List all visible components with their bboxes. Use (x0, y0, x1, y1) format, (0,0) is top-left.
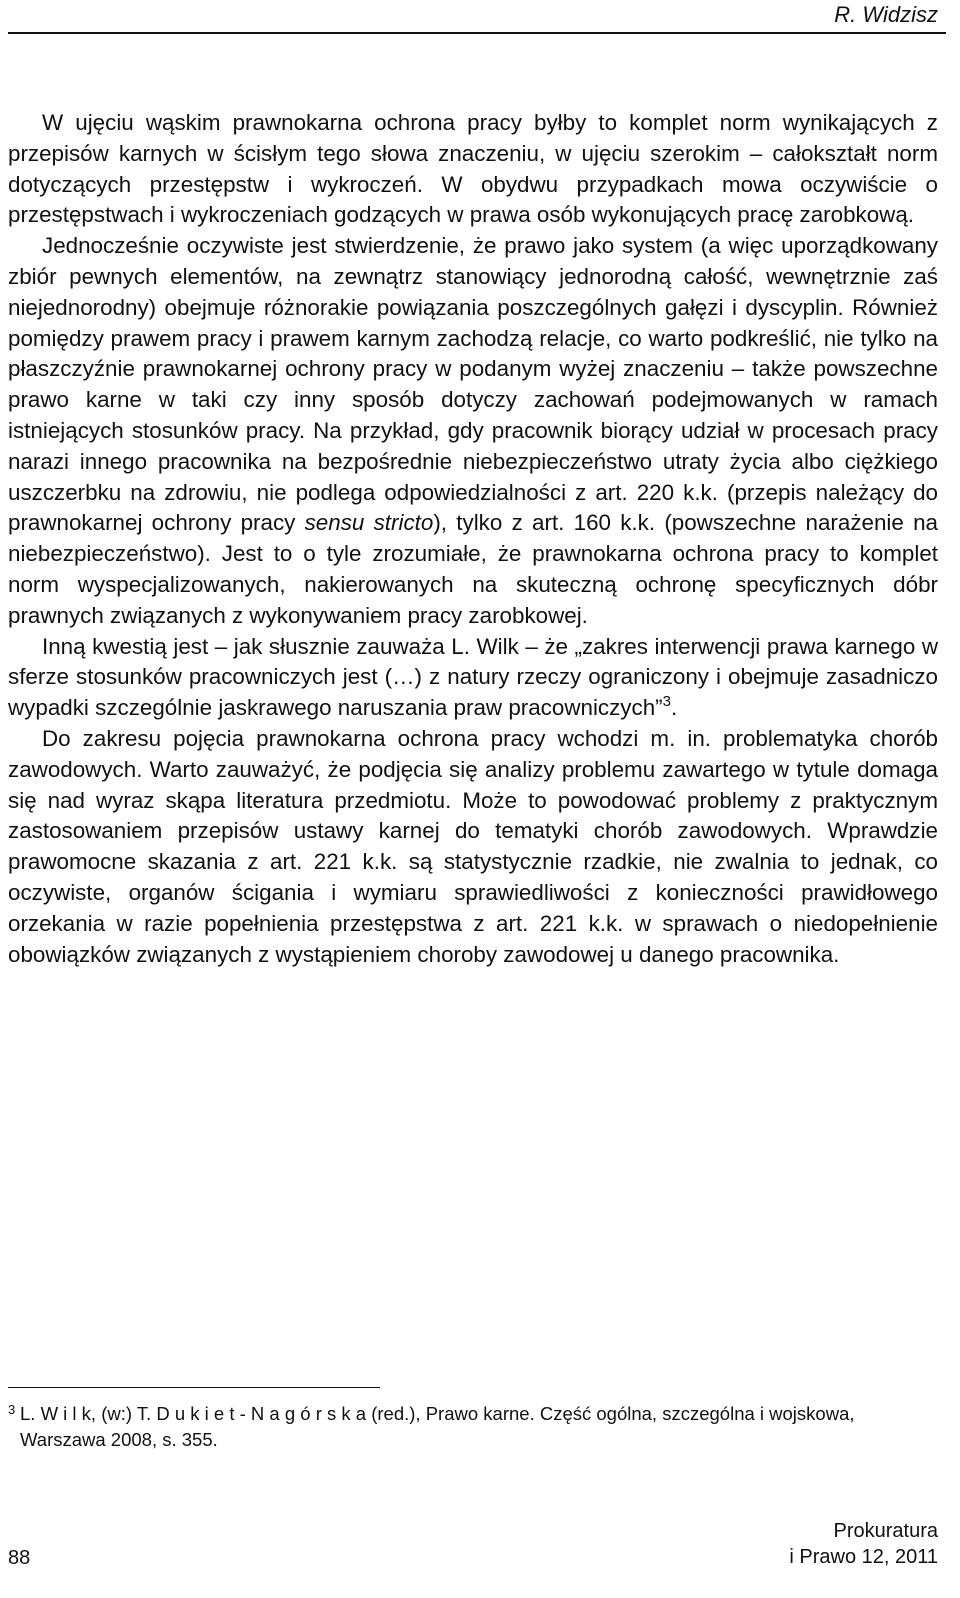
footnote-mark: 3 (8, 1402, 16, 1417)
text-run: Inną kwestią jest – jak słusznie zauważa L. Wilk – że „zakres interwencji prawa karnego w sferze stosunków pracowniczych jest (…) z natury rzeczy ograniczony i obejmuje zasadniczo wypadki szczególnie jaskrawego naruszania praw pracowniczych” (8, 633, 938, 721)
journal-info (789, 1518, 938, 1570)
text-run: ), tylko z art. 160 k.k. (powszechne narażenie na niebezpieczeństwo). Jest to o tyle zrozumiałe, że prawnokarna ochrona pracy to komplet norm wyspecjalizowanych, nakierowanych na skuteczną ochronę specyficznych dóbr prawnych związanych z wykonywaniem pracy zarobkowej. (8, 510, 939, 628)
journal-issue: i Prawo 12, 2011 (789, 1546, 938, 1568)
text-run: W ujęciu wąskim prawnokarna ochrona pracy byłby to komplet norm wynikających z przepisów karnych w ścisłym tego słowa znaczeniu, w ujęciu szerokim – całokształt norm dotyczących przestępstw i wykroczeń. W obydwu przypadkach mowa oczywiście o przestępstwach i wykroczeniach godzących w prawa osób wykonujących pracę zarobkową. (8, 110, 938, 228)
journal-name: Prokuratura (833, 1520, 938, 1542)
footnote-text: L. W i l k, (w:) T. D u k i e t - N a g ó r s k a (red.), Prawo karne. Część ogólna, szczególna i wojskowa, Warszawa 2008, s. 355. (20, 1403, 855, 1450)
body-paragraph (8, 231, 938, 631)
body-text (8, 108, 938, 970)
body-paragraph (8, 632, 938, 724)
running-header-author: R. Widzisz (834, 2, 938, 27)
header-rule (8, 32, 946, 34)
text-run: Do zakresu pojęcia prawnokarna ochrona pracy wchodzi m. in. problematyka chorób zawodowych. Warto zauważyć, że podjęcia się analizy problemu zawartego w tytule domaga się nad wyraz skąpa literatura przedmiotu. Może to powodować problemy z praktycznym zastosowaniem przepisów ustawy karnej do tematyki chorób zawodowych. Wprawdzie prawomocne skazania z art. 221 k.k. są statystycznie rzadkie, nie zwalnia to jednak, co oczywiste, organów ścigania i wymiaru sprawiedliwości z konieczności prawidłowego orzekania w razie popełnienia przestępstwa z art. 221 k.k. w sprawach o niedopełnienie obowiązków związanych z wystąpieniem choroby zawodowej u danego pracownika. (8, 725, 938, 967)
body-paragraph (8, 108, 938, 231)
page-number: 88 (8, 1547, 31, 1569)
italic-phrase: sensu stricto (304, 510, 434, 536)
footnote (8, 1401, 938, 1453)
text-run: Jednocześnie oczywiste jest stwierdzenie, że prawo jako system (a więc uporządkowany zbiór pewnych elementów, na zewnątrz stanowiący jednorodną całość, wewnętrznie zaś niejednorodny) obejmuje różnorakie powiązania poszczególnych gałęzi i dyscyplin. Również pomiędzy prawem pracy i prawem karnym zachodzą relacje, co warto podkreślić, nie tylko na płaszczyźnie prawnokarnej ochrony pracy w podanym wyżej znaczeniu – także powszechne prawo karne w taki czy inny sposób dotyczy zachowań podejmowanych w ramach istniejących stosunków pracy. Na przykład, gdy pracownik biorący udział w procesach pracy narazi innego pracownika na bezpośrednie niebezpieczeństwo utraty życia albo ciężkiego uszczerbku na zdrowiu, nie podlega odpowiedzialności z art. 220 k.k. (przepis należący do prawnokarnej ochrony pracy (8, 233, 938, 536)
text-run: . (670, 695, 678, 721)
footnote-reference: 3 (662, 693, 671, 711)
footnote-rule (8, 1387, 380, 1388)
body-paragraph (8, 724, 938, 970)
